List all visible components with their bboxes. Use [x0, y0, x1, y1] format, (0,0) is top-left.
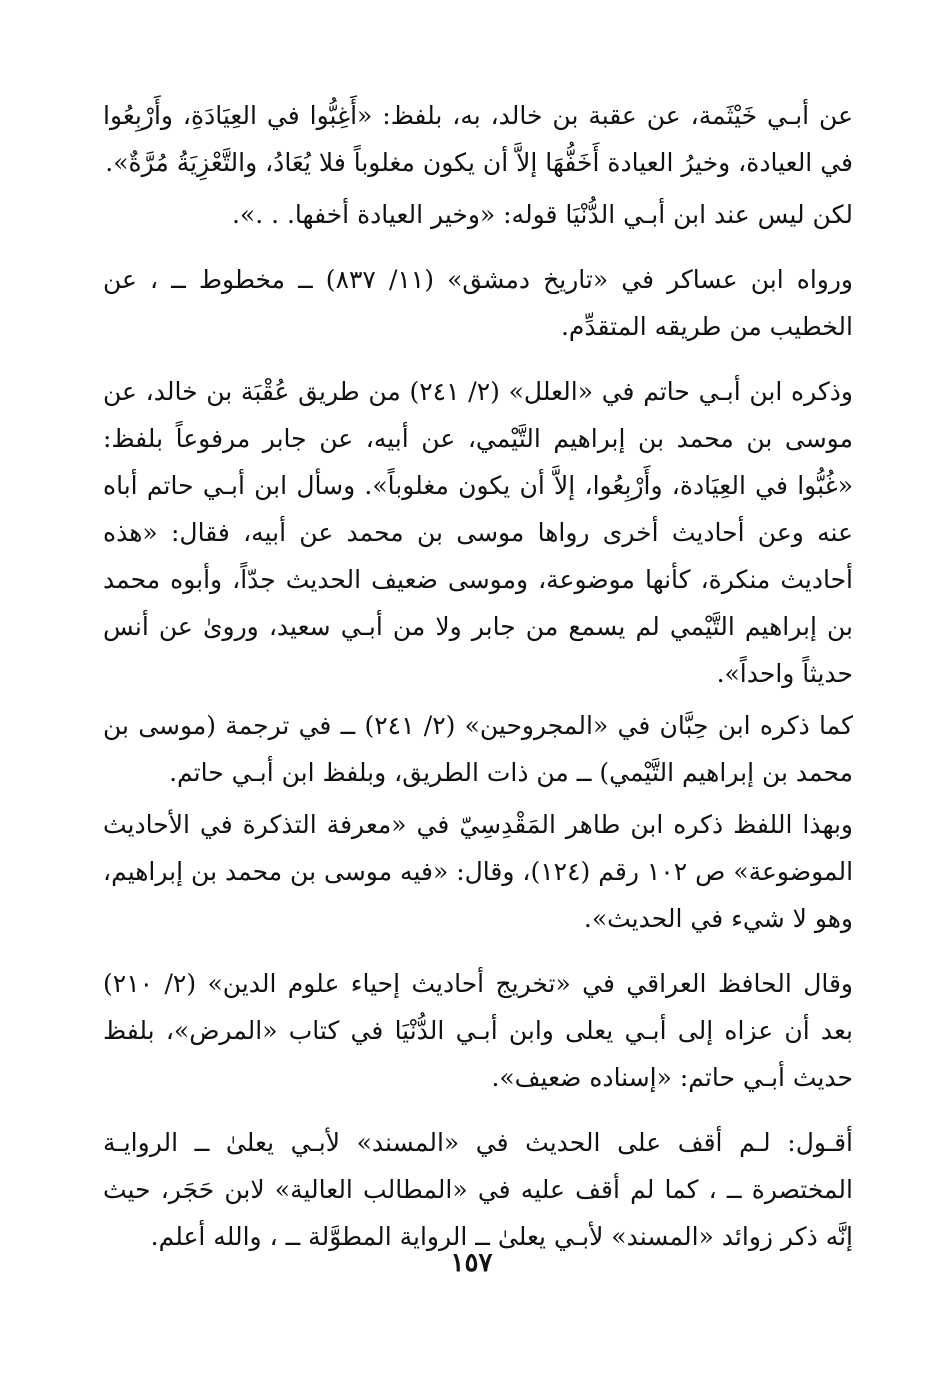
text-body: [103, 92, 853, 1260]
page-number: ١٥٧: [450, 1248, 493, 1278]
paragraph-7: وقال الحافظ العراقي في «تخريج أحاديث إحياء علوم الدين» (٢/ ٢١٠) بعد أن عزاه إلى أبـي يعلى وابن أبـي الدُّنْيَا في كتاب «المرض»، بلفظ حديث أبـي حاتم: «إسناده ضعيف».: [103, 969, 854, 1092]
paragraph-5: كما ذكره ابن حِبَّان في «المجروحين» (٢/ ٢٤١) ــ في ترجمة (موسى بن محمد بن إبراهيم التَّيْمي) ــ من ذات الطريق، وبلفظ ابن أبـي حاتم.: [103, 711, 853, 787]
paragraph-3: ورواه ابن عساكر في «تاريخ دمشق» (١١/ ٨٣٧) ــ مخطوط ــ ، عن الخطيب من طريقه المتقدِّم.: [103, 265, 854, 341]
paragraph-6: وبهذا اللفظ ذكره ابن طاهر المَقْدِسِيّ في «معرفة التذكرة في الأحاديث الموضوعة» ص ١٠٢ رقم (١٢٤)، وقال: «فيه موسى بن محمد بن إبراهيم، وهو لا شيء في الحديث».: [103, 810, 854, 933]
paragraph-1: عن أبـي خَيْثَمة، عن عقبة بن خالد، به، بلفظ: «أَغِبُّوا في العِيَادَةِ، وأَرْبِعُوا في العيادة، وخيرُ العيادة أَخَفُّهَا إلاَّ أن يكون مغلوباً فلا يُعَادُ، والتَّعْزِيَةُ مُرَّةٌ».: [103, 101, 853, 177]
paragraph-2: لكن ليس عند ابن أبـي الدُّنْيَا قوله: «وخير العيادة أخفها. . .».: [231, 200, 853, 229]
paragraph-8: أقـول: لـم أقف على الحديث في «المسند» لأبـي يعلىٰ ــ الروايـة المختصرة ــ ، كما لم أقف عليه في «المطالب العالية» لابن حَجَر، حيث إنَّه ذكر زوائد «المسند» لأبـي يعلىٰ ــ الرواية المطوَّلة ــ ، والله أعلم.: [103, 1128, 853, 1251]
paragraph-4: وذكره ابن أبـي حاتم في «العلل» (٢/ ٢٤١) من طريق عُقْبَة بن خالد، عن موسى بن محمد بن إبراهيم التَّيْمي، عن أبيه، عن جابر مرفوعاً بلفظ: «غُبُّوا في العِيَادة، وأَرْبِعُوا، إلاَّ أن يكون مغلوباً». وسأل ابن أبـي حاتم أباه عنه وعن أحاديث أخرى رواها موسى بن محمد عن أبيه، فقال: «هذه أحاديث منكرة، كأنها موضوعة، وموسى ضعيف الحديث جدّاً، وأبوه محمد بن إبراهيم التَّيْمي لم يسمع من جابر ولا من أبـي سعيد، وروىٰ عن أنس حديثاً واحداً».: [103, 377, 853, 688]
